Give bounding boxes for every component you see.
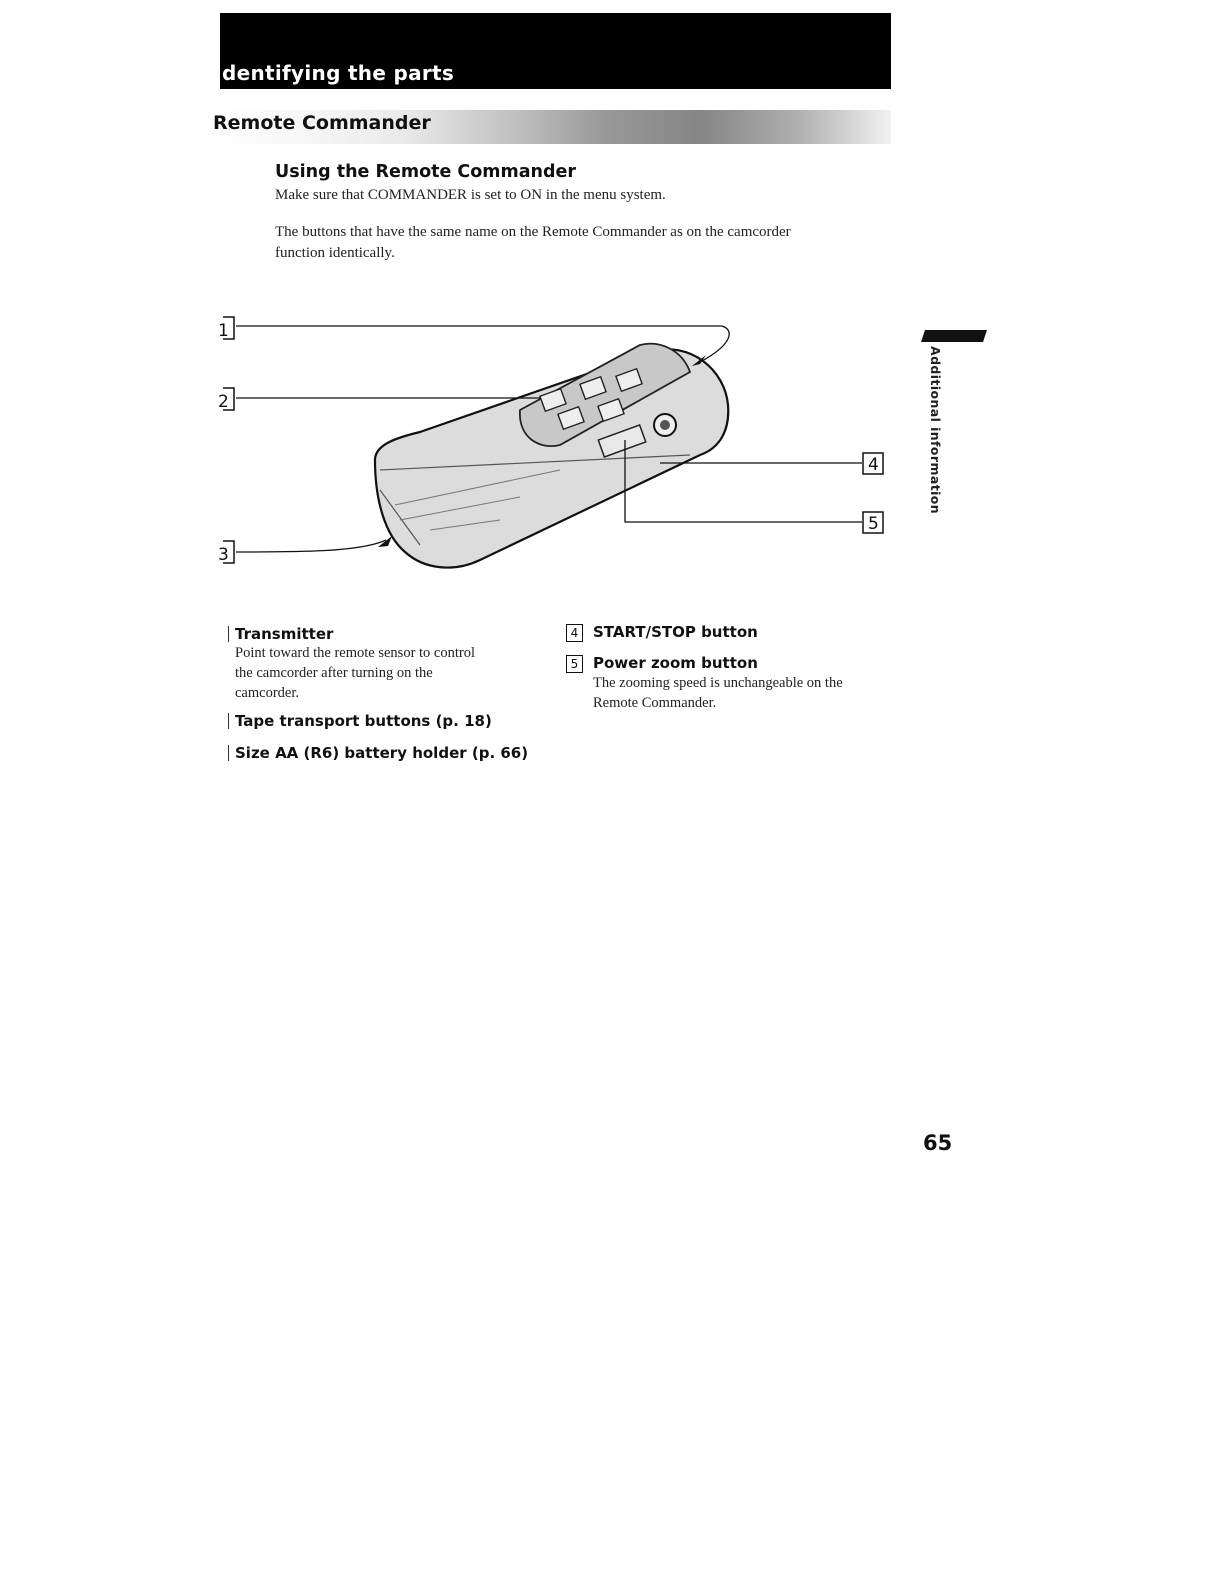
page-number: 65 xyxy=(923,1131,953,1155)
part-4-number: 4 xyxy=(566,624,583,642)
callout-3: 3 xyxy=(218,545,229,565)
banner-title: dentifying the parts xyxy=(222,61,455,85)
part-3-title: Size AA (R6) battery holder (p. 66) xyxy=(235,744,529,762)
intro-paragraph: Make sure that COMMANDER is set to ON in the menu system. xyxy=(275,187,666,203)
marker-3 xyxy=(228,745,229,761)
part-1-desc-line2: the camcorder after turning on the xyxy=(235,665,433,681)
part-5-title: Power zoom button xyxy=(593,654,758,672)
part-5-desc-line1: The zooming speed is unchangeable on the xyxy=(593,675,843,691)
part-2-title: Tape transport buttons (p. 18) xyxy=(235,712,492,730)
part-5-number: 5 xyxy=(566,655,583,673)
callout-4: 4 xyxy=(868,455,879,475)
remote-commander-illustration xyxy=(375,344,728,568)
part-1-desc-line1: Point toward the remote sensor to control xyxy=(235,645,476,661)
section-title: Remote Commander xyxy=(213,112,431,134)
callout-5: 5 xyxy=(868,514,879,534)
note-paragraph-line2: function identically. xyxy=(275,245,395,261)
remote-commander-diagram xyxy=(0,0,1230,620)
callout-2: 2 xyxy=(218,392,229,412)
callout-1: 1 xyxy=(218,321,229,341)
subheading: Using the Remote Commander xyxy=(275,162,577,182)
part-1-desc-line3: camcorder. xyxy=(235,685,300,701)
part-4-title: START/STOP button xyxy=(593,623,758,641)
part-5-desc-line2: Remote Commander. xyxy=(593,695,717,711)
marker-1 xyxy=(228,626,229,642)
note-paragraph-line1: The buttons that have the same name on the Remote Commander as on the camcorder xyxy=(275,224,791,240)
section-tab-label: Additional information xyxy=(928,346,943,515)
section-tab-marker xyxy=(921,330,987,342)
part-1-title: Transmitter xyxy=(235,625,334,643)
marker-2 xyxy=(228,713,229,729)
